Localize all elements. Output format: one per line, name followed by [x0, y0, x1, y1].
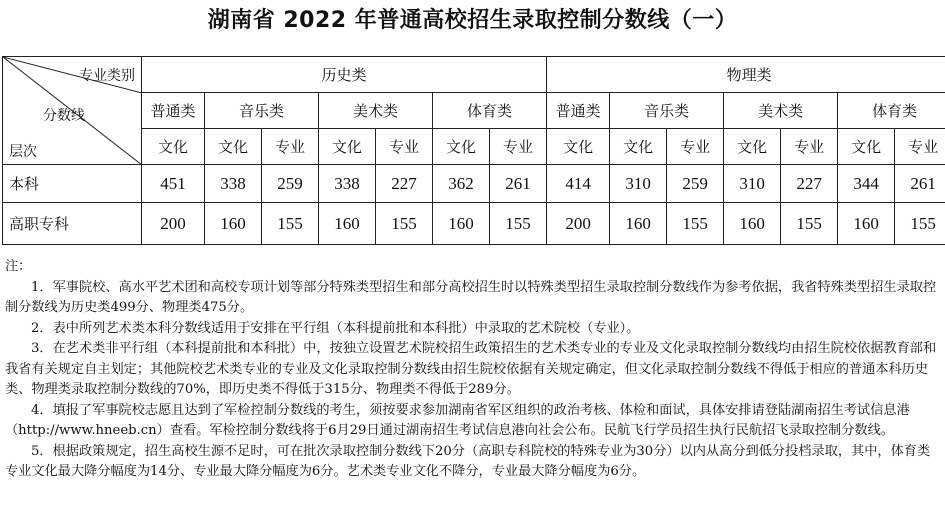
- score-cell: 338: [319, 165, 376, 203]
- notes-heading: 注：: [5, 259, 32, 274]
- subject-major: 专业: [781, 129, 838, 165]
- type-sports: 体育类: [838, 93, 945, 129]
- score-cell: 155: [262, 203, 319, 245]
- score-cell: 414: [547, 165, 610, 203]
- score-cell: 160: [838, 203, 895, 245]
- score-cell: 160: [610, 203, 667, 245]
- subject-culture: 文化: [319, 129, 376, 165]
- row-label: 高职专科: [3, 203, 142, 245]
- score-cell: 155: [781, 203, 838, 245]
- subject-culture: 文化: [610, 129, 667, 165]
- subject-culture: 文化: [142, 129, 205, 165]
- note-item: 5．根据政策规定，招生高校生源不足时，可在批次录取控制分数线下20分（高职专科院校的特殊专业为30分）以内从高分到低分投档录取，其中，体育类专业文化最大降分幅度为14分、专业最大降分幅度为6分。艺术类专业文化不降分，专业最大降分幅度为6分。: [5, 443, 931, 479]
- subject-culture: 文化: [724, 129, 781, 165]
- subject-culture: 文化: [838, 129, 895, 165]
- score-cell: 160: [319, 203, 376, 245]
- score-table: [2, 56, 945, 245]
- subject-culture: 文化: [205, 129, 262, 165]
- note-item: 2．表中所列艺术类本科分数线适用于安排在平行组（本科提前批和本科批）中录取的艺术院校（专业）。: [31, 320, 640, 336]
- score-cell: 200: [547, 203, 610, 245]
- type-music: 音乐类: [610, 93, 724, 129]
- type-general: 普通类: [547, 93, 610, 129]
- subject-culture: 文化: [547, 129, 610, 165]
- score-cell: 261: [490, 165, 547, 203]
- type-music: 音乐类: [205, 93, 319, 129]
- group-history: 历史类: [142, 57, 547, 93]
- score-cell: 155: [667, 203, 724, 245]
- group-physics: 物理类: [547, 57, 945, 93]
- score-cell: 344: [838, 165, 895, 203]
- corner-score-label: 分数线: [43, 108, 85, 124]
- score-cell: 310: [610, 165, 667, 203]
- score-cell: 155: [376, 203, 433, 245]
- type-sports: 体育类: [433, 93, 547, 129]
- subject-major: 专业: [376, 129, 433, 165]
- subject-culture: 文化: [433, 129, 490, 165]
- subject-major: 专业: [895, 129, 945, 165]
- score-cell: 160: [433, 203, 490, 245]
- table-corner-header: [3, 57, 142, 165]
- score-cell: 160: [205, 203, 262, 245]
- score-cell: 261: [895, 165, 945, 203]
- score-cell: 155: [490, 203, 547, 245]
- table-row-vocational: [3, 203, 945, 245]
- type-art: 美术类: [319, 93, 433, 129]
- table-row-undergraduate: [3, 165, 945, 203]
- score-cell: 160: [724, 203, 781, 245]
- note-item: 4．填报了军事院校志愿且达到了军检控制分数线的考生，须按要求参加湖南省军区组织的政治考核、体检和面试，具体安排请登陆湖南招生考试信息港（http://www.hneeb.cn）查看。军检控制分数线将于6月29日通过湖南招生考试信息港向社会公布。民航飞行学员招生执行民航招飞录取控制分数线。: [5, 402, 910, 438]
- subject-major: 专业: [490, 129, 547, 165]
- corner-level-label: 层次: [9, 144, 37, 160]
- score-cell: 310: [724, 165, 781, 203]
- score-cell: 259: [262, 165, 319, 203]
- score-cell: 200: [142, 203, 205, 245]
- score-cell: 362: [433, 165, 490, 203]
- row-label: 本科: [3, 165, 142, 203]
- notes-section: [5, 257, 937, 483]
- score-cell: 227: [781, 165, 838, 203]
- type-art: 美术类: [724, 93, 838, 129]
- subject-major: 专业: [262, 129, 319, 165]
- note-item: 1．军事院校、高水平艺术团和高校专项计划等部分特殊类型招生和部分高校招生时以特殊类型招生录取控制分数线作为参考依据，我省特殊类型招生录取控制分数线为历史类499分、物理类475分。: [5, 279, 937, 315]
- score-cell: 227: [376, 165, 433, 203]
- page-title: 湖南省 2022 年普通高校招生录取控制分数线（一）: [207, 8, 738, 33]
- score-cell: 451: [142, 165, 205, 203]
- type-general: 普通类: [142, 93, 205, 129]
- subject-major: 专业: [667, 129, 724, 165]
- note-item: 3．在艺术类非平行组（本科提前批和本科批）中，按独立设置艺术院校招生政策招生的艺术类专业的专业及文化录取控制分数线均由招生院校依据教育部和我省有关规定自主划定；其他院校艺术类专业的专业及文化录取控制分数线由招生院校依据有关规定确定，但文化录取控制分数线不得低于相应的普通本科历史类、物理类录取控制分数线的70%，即历史类不得低于315分、物理类不得低于289分。: [5, 341, 937, 397]
- score-cell: 155: [895, 203, 945, 245]
- corner-category-label: 专业类别: [79, 68, 135, 84]
- score-cell: 259: [667, 165, 724, 203]
- score-cell: 338: [205, 165, 262, 203]
